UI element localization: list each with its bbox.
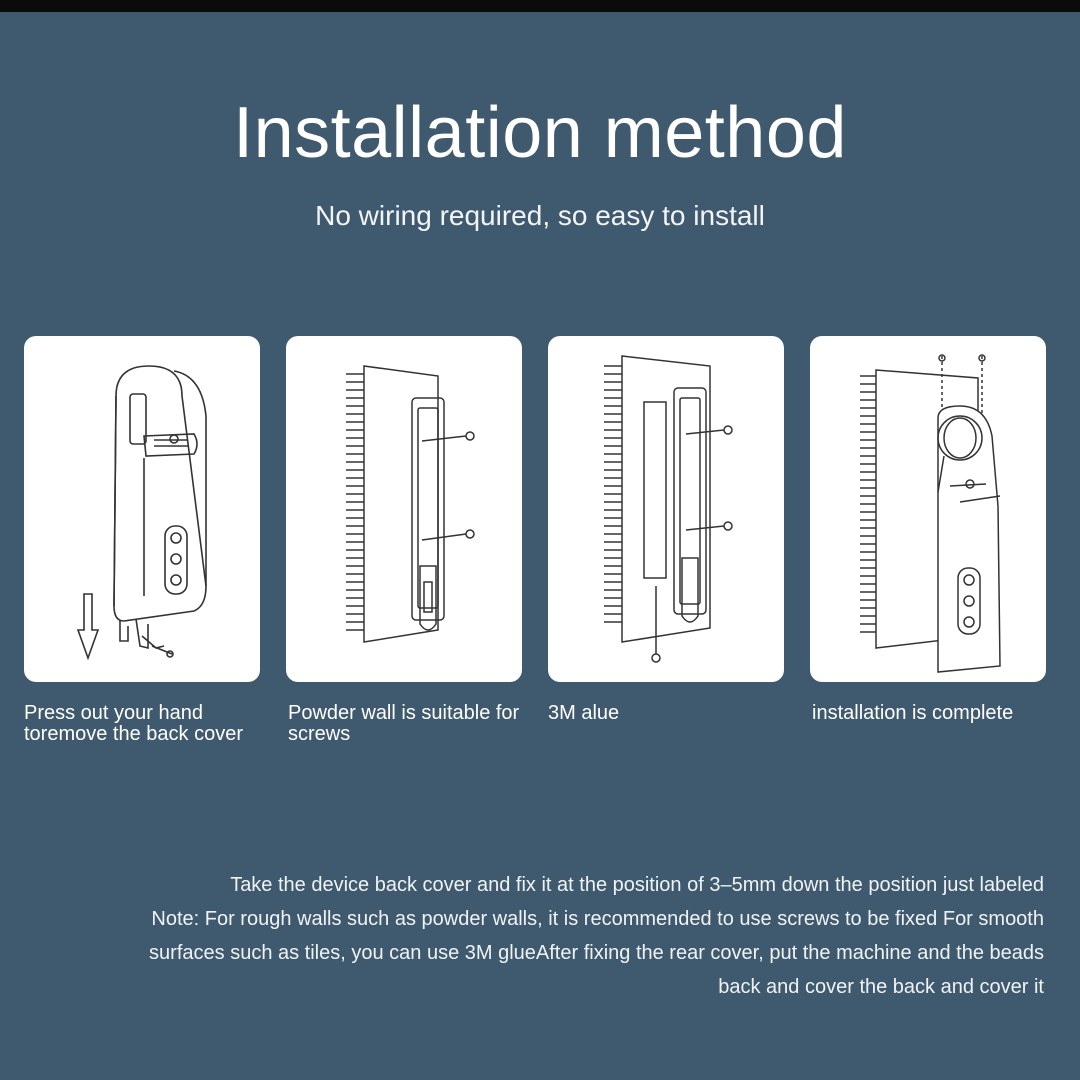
installed-device-illustration [810, 336, 1046, 682]
step-card-adhesive [548, 336, 784, 682]
note-line: Note: For rough walls such as powder walls, it is recommended to use screws to be fixed For smooth [151, 908, 1044, 930]
screw-mount-illustration [286, 336, 522, 682]
step-card-remove-cover [24, 336, 260, 682]
note-line: Take the device back cover and fix it at the position of 3–5mm down the position just labeled [230, 874, 1044, 896]
page-subtitle: No wiring required, so easy to install [315, 200, 765, 231]
adhesive-mount-illustration [548, 336, 784, 682]
step-card-complete [810, 336, 1046, 682]
note-line: back and cover the back and cover it [718, 976, 1044, 998]
step-caption-screws: Powder wall is suitable for screws [288, 702, 520, 745]
step-caption-complete: installation is complete [812, 702, 1014, 724]
step-caption-remove-cover: Press out your hand toremove the back cover [24, 702, 243, 745]
top-bar [0, 0, 1080, 12]
note-line: surfaces such as tiles, you can use 3M glueAfter fixing the rear cover, put the machine and the beads [149, 942, 1044, 964]
installation-notes [40, 868, 1044, 1004]
page-title: Installation method [233, 93, 847, 173]
step-card-screws [286, 336, 522, 682]
step-caption-adhesive: 3M alue [548, 702, 620, 724]
remove-cover-illustration [24, 336, 260, 682]
